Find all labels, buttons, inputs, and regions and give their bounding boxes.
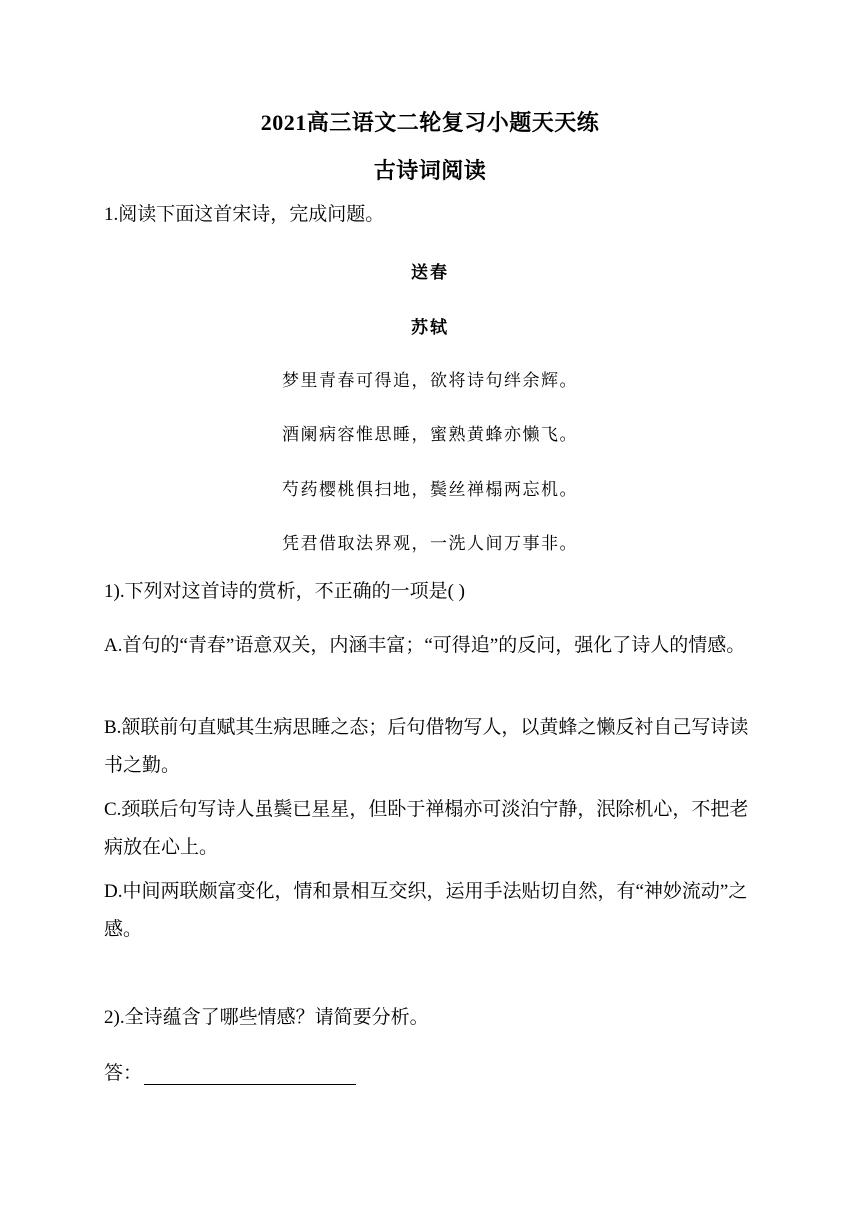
question-2-stem: 2).全诗蕴含了哪些情感？请简要分析。: [104, 1007, 429, 1028]
poem-line: 芍药樱桃俱扫地，鬓丝禅榻两忘机。: [282, 480, 578, 500]
option-c: C.颈联后句写诗人虽鬓已星星，但卧于禅榻亦可淡泊宁静，泯除机心，不把老病放在心上。: [104, 799, 749, 858]
poem-author: 苏轼: [411, 318, 449, 337]
answer-blank[interactable]: [144, 1062, 356, 1085]
document-title: 2021高三语文二轮复习小题天天练: [260, 110, 600, 135]
question-intro: 1.阅读下面这首宋诗，完成问题。: [104, 204, 385, 225]
question-1-stem: 1).下列对这首诗的赏析，不正确的一项是( ): [104, 581, 465, 602]
option-d: D.中间两联颇富变化，情和景相互交织，运用手法贴切自然，有“神妙流动”之感。: [104, 881, 748, 940]
poem-line: 凭君借取法界观，一洗人间万事非。: [282, 534, 578, 554]
poem-line: 梦里青春可得追，欲将诗句绊余辉。: [282, 371, 578, 391]
poem-line: 酒阑病容惟思睡，蜜熟黄蜂亦懒飞。: [282, 425, 578, 445]
poem-title: 送春: [411, 263, 449, 282]
option-b: B.颔联前句直赋其生病思睡之态；后句借物写人，以黄蜂之懒反衬自己写诗读书之勤。: [104, 717, 749, 776]
document-subtitle: 古诗词阅读: [373, 158, 487, 183]
option-a: A.首句的“青春”语意双关，内涵丰富；“可得追”的反问，强化了诗人的情感。: [104, 635, 746, 656]
answer-row: [104, 1055, 754, 1093]
answer-label: 答：: [104, 1063, 143, 1084]
